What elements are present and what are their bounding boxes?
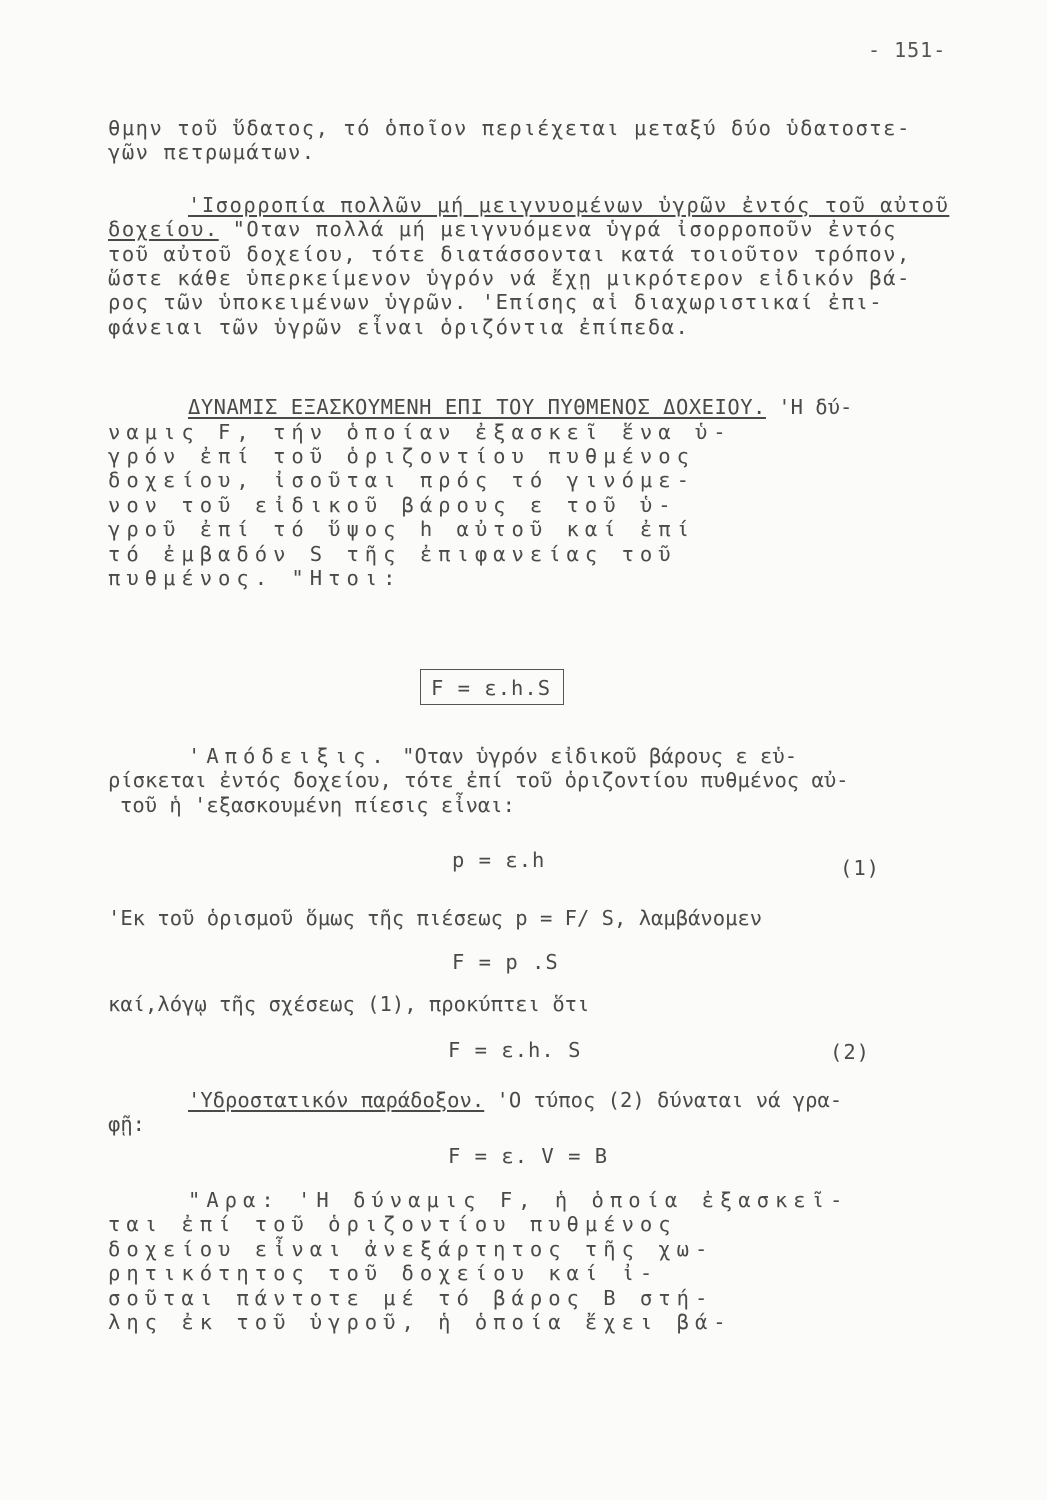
paradox-heading: 'Υδροστατικόν παράδοξον. [188,1088,485,1112]
proof-hence-block [108,992,958,1016]
balance-line-3: τοῦ αὐτοῦ δοχείου, τότε διατάσσονται κατά τοιοῦτον τρόπον, [108,241,911,266]
intro-line-1: θμην τοῦ ὕδατος, τό ὁποῖον περιέχεται μεταξύ δύο ὑδατοστε- [108,116,911,140]
eq2: F = ε.h. S [448,1038,582,1062]
formula-boxed: F = ε.h.S [420,669,564,705]
conclusion-line-1: "Αρα: 'Η δύναμις F, ἡ ὁποία ἐξασκεῖ- [188,1188,849,1212]
conclusion-line-2: ται ἐπί τοῦ ὁριζοντίου πυθμένος [108,1212,677,1237]
conclusion-line-6: λης ἐκ τοῦ ὑγροῦ, ἡ ὁποία ἔχει βά- [108,1310,732,1335]
page-number: - 151- [868,38,947,62]
proof-heading: 'Απόδειξις. [188,744,390,768]
eq-fps: F = p .S [452,950,559,974]
eq2-number: (2) [830,1040,871,1064]
force-line-1-rest: 'Η δύ- [765,395,853,420]
force-line-6: γροῦ ἐπί τό ὕψος h αὐτοῦ καί ἐπί [108,517,695,542]
conclusion-line-5: σοῦται πάντοτε μέ τό βάρος Β στή- [108,1285,714,1310]
balance-line-5: ρος τῶν ὑποκειμένων ὑγρῶν. 'Επίσης αἱ διαχωριστικαί ἐπι- [108,290,884,315]
proof-line-2: ρίσκεται ἐντός δοχείου, τότε ἐπί τοῦ ὁριζοντίου πυθμένος αὐ- [108,768,849,793]
paradox-line-1-rest: 'Ο τύπος (2) δύναται νά γρα- [484,1088,843,1112]
paradox-line-1 [108,1088,958,1112]
force-heading: ΔΥΝΑΜΙΣ ΕΞΑΣΚΟΥΜΕΝΗ ΕΠΙ ΤΟΥ ΠΥΘΜΕΝΟΣ ΔΟΧΕΙΟΥ. [188,395,766,420]
eq1: p = ε.h [452,848,546,872]
balance-line-4: ὥστε κάθε ὑπερκείμενον ὑγρόν νά ἔχῃ μικρότερον εἰδικόν βά- [108,266,911,291]
balance-heading-part2: δοχείου. [108,217,219,242]
paradox-block [108,1088,958,1137]
balance-line-1 [108,193,958,217]
paradox-eq: F = ε. V = B [448,1144,609,1168]
balance-heading-part1: 'Ισορροπία πολλῶν μή μειγνυομένων ὑγρῶν ἐντός τοῦ αὐτοῦ [188,192,950,217]
proof-block [108,744,958,817]
page-body [108,116,958,591]
balance-line-2 [108,217,958,241]
force-line-3: γρόν ἐπί τοῦ ὁριζοντίου πυθμένος [108,444,695,469]
proof-line-3: τοῦ ἡ 'εξασκουμένη πίεσις εἶναι: [120,792,515,817]
force-line-5: νον τοῦ εἰδικοῦ βάρους ε τοῦ ὑ- [108,492,677,517]
force-line-7: τό ἐμβαδόν S τῆς ἐπιφανείας τοῦ [108,541,677,566]
conclusion-line-4: ρητικότητος τοῦ δοχείου καί ἰ- [108,1261,659,1286]
force-line-8: πυθμένος. "Ητοι: [108,566,402,591]
force-line-1 [108,395,958,419]
balance-line-6: φάνειαι τῶν ὑγρῶν εἶναι ὁριζόντια ἐπίπεδα. [108,314,690,339]
force-line-2: ναμις F, τήν ὁποίαν ἐξασκεῖ ἕνα ὑ- [108,419,732,444]
conclusion-line-3: δοχείου εἶναι ἀνεξάρτητος τῆς χω- [108,1236,714,1261]
proof-line-1 [108,744,958,768]
paradox-line-2: φῇ: [108,1112,146,1137]
proof-line-1-rest: "Οταν ὑγρόν εἰδικοῦ βάρους ε εὑ- [389,744,798,768]
eq1-number: (1) [840,856,881,880]
intro-line-2: γῶν πετρωμάτων. [108,140,316,165]
balance-line-2-rest: "Οταν πολλά μή μειγνυόμενα ὑγρά ἰσορροποῦν ἐντός [218,217,898,242]
formula-box [420,676,564,700]
proof-def-block [108,906,958,930]
conclusion-block [108,1188,958,1334]
proof-definition-line: 'Εκ τοῦ ὁρισμοῦ ὅμως τῆς πιέσεως p = F/ S, λαμβάνομεν [108,906,763,930]
force-line-4: δοχείου, ἰσοῦται πρός τό γινόμε- [108,468,695,493]
proof-hence-line: καί,λόγῳ τῆς σχέσεως (1), προκύπτει ὅτι [108,992,590,1016]
